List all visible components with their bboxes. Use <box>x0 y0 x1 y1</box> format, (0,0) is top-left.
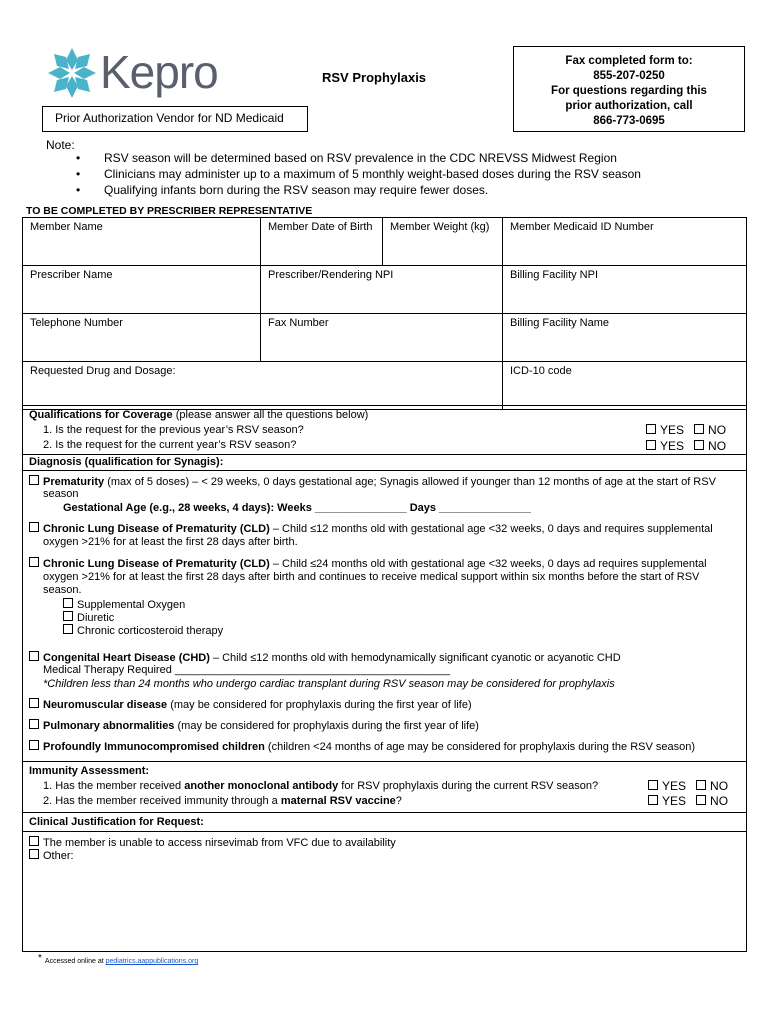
member-id-field[interactable]: Member Medicaid ID Number <box>510 221 654 233</box>
text-bold: maternal RSV vaccine <box>280 795 396 807</box>
medical-therapy-field[interactable]: Medical Therapy Required _____________________________________________ <box>43 664 451 676</box>
immunity-q1-yes-checkbox[interactable] <box>648 780 658 790</box>
icd10-field[interactable]: ICD-10 code <box>510 365 572 377</box>
gestational-age-field[interactable]: Gestational Age (e.g., 28 weeks, 4 days): Weeks _______________ Days _______________ <box>63 502 531 514</box>
grid-row <box>23 314 746 362</box>
text: for RSV prophylaxis during the current RSV season? <box>338 780 599 792</box>
no-label: NO <box>710 779 729 793</box>
prematurity-text: (max of 5 doses) – < 29 weeks, 0 days gestational age; Synagis allowed if younger than 12 months of age at the start of RSV <box>107 476 716 488</box>
chd-option <box>29 651 621 665</box>
vfc-checkbox[interactable] <box>29 836 39 846</box>
prescriber-name-field[interactable]: Prescriber Name <box>23 266 261 313</box>
neuromuscular-title: Neuromuscular disease <box>43 699 168 711</box>
qualification-q2: 2. Is the request for the current year’s RSV season? <box>43 439 297 451</box>
immunity-q1 <box>43 780 598 793</box>
billing-name-field[interactable]: Billing Facility Name <box>510 317 610 329</box>
qualifications-heading <box>29 409 368 422</box>
immunocompromised-title: Profoundly Immunocompromised children <box>43 741 265 753</box>
diuretic-checkbox[interactable] <box>63 611 73 621</box>
pulmonary-text: (may be considered for prophylaxis during the first year of life) <box>177 720 479 732</box>
chd-title: Congenital Heart Disease (CHD) <box>43 652 210 664</box>
q2-no-checkbox[interactable] <box>694 440 704 450</box>
kepro-logo <box>48 44 228 100</box>
telephone-field[interactable]: Telephone Number <box>23 314 261 361</box>
chd-checkbox[interactable] <box>29 651 39 661</box>
cld-24-text: – Child ≤24 months old with gestational age <32 weeks, 0 days ad requires supplemental <box>272 558 707 570</box>
text: 1. Has the member received <box>43 780 185 792</box>
other-checkbox[interactable] <box>29 849 39 859</box>
no-label: NO <box>708 423 727 437</box>
note-list <box>76 150 641 198</box>
q2-yes-checkbox[interactable] <box>646 440 656 450</box>
cld-24-text-3: season. <box>43 584 82 596</box>
immunocompromised-checkbox[interactable] <box>29 740 39 750</box>
prematurity-option <box>29 475 716 489</box>
drug-dosage-field[interactable]: Requested Drug and Dosage: <box>23 362 503 409</box>
prescriber-grid <box>22 217 747 410</box>
supplemental-oxygen-checkbox[interactable] <box>63 598 73 608</box>
text: 2. Has the member received immunity through a <box>43 795 281 807</box>
diagnosis-title: Diagnosis (qualification for Synagis): <box>29 456 224 468</box>
yes-label: YES <box>660 423 685 437</box>
fax-field[interactable]: Fax Number <box>261 314 503 361</box>
cld-24-title: Chronic Lung Disease of Prematurity (CLD) <box>43 558 270 570</box>
immunocompromised-option <box>29 740 695 754</box>
supplemental-oxygen-option <box>63 598 185 612</box>
cld-24-text-2: oxygen >21% for at least the first 28 days after birth and continues to receive medical support within six months before the start of RSV <box>43 571 700 583</box>
immunity-q2 <box>43 795 402 808</box>
immunity-title: Immunity Assessment: <box>29 765 150 777</box>
fax-line-3: For questions regarding this <box>551 85 707 97</box>
criteria-box <box>22 405 747 952</box>
note-item: • Clinicians may administer up to a maximum of 5 monthly weight-based doses during the RSV season <box>76 166 641 182</box>
prematurity-text-2: season <box>43 488 79 500</box>
immunity-q2-no-checkbox[interactable] <box>696 795 706 805</box>
fax-line-4: prior authorization, call <box>565 100 693 112</box>
divider <box>23 470 746 471</box>
option-label: Chronic corticosteroid therapy <box>77 625 224 637</box>
immunity-q1-answers <box>648 779 728 793</box>
logo-wordmark: Kepro <box>100 46 218 98</box>
no-label: NO <box>710 794 729 808</box>
billing-npi-field[interactable]: Billing Facility NPI <box>510 269 599 281</box>
yes-label: YES <box>660 439 685 453</box>
vendor-box: Prior Authorization Vendor for ND Medicaid <box>42 106 308 132</box>
grid-row <box>23 362 746 409</box>
option-label: Other: <box>43 850 74 862</box>
yes-label: YES <box>662 794 687 808</box>
divider <box>23 761 746 762</box>
other-option <box>29 849 74 863</box>
no-label: NO <box>708 439 727 453</box>
corticosteroid-checkbox[interactable] <box>63 624 73 634</box>
cld-24-option <box>29 557 707 571</box>
chd-text: – Child ≤12 months old with hemodynamically significant cyanotic or acyanotic CHD <box>212 652 621 664</box>
qualification-q1: 1. Is the request for the previous year’s RSV season? <box>43 424 304 436</box>
prescriber-npi-field[interactable]: Prescriber/Rendering NPI <box>261 266 503 313</box>
text: ? <box>395 795 402 807</box>
note-item: • Qualifying infants born during the RSV season may require fewer doses. <box>76 182 641 198</box>
prematurity-checkbox[interactable] <box>29 475 39 485</box>
immunity-q2-answers <box>648 794 728 808</box>
fax-number: 855-207-0250 <box>593 70 665 82</box>
text-bold: another monoclonal antibody <box>184 780 339 792</box>
grid-row <box>23 266 746 314</box>
note-label: Note: <box>46 138 75 152</box>
footnote-star: * <box>38 953 42 964</box>
option-label: Diuretic <box>77 612 115 624</box>
qualifications-subtitle: (please answer all the questions below) <box>175 409 369 421</box>
corticosteroid-option <box>63 624 223 638</box>
phone-number: 866-773-0695 <box>593 115 665 127</box>
pulmonary-option <box>29 719 479 733</box>
fax-info-box <box>513 46 745 132</box>
grid-row <box>23 218 746 266</box>
cld-12-checkbox[interactable] <box>29 522 39 532</box>
immunocompromised-text: (children <24 months of age may be considered for prophylaxis during the RSV season) <box>267 741 696 753</box>
footer-note <box>38 953 198 965</box>
kepro-logo-icon <box>48 48 96 98</box>
immunity-q2-yes-checkbox[interactable] <box>648 795 658 805</box>
fax-line-1: Fax completed form to: <box>565 55 693 67</box>
divider <box>23 812 746 813</box>
cld-12-text-2: oxygen >21% for at least the first 28 days after birth. <box>43 536 298 548</box>
chd-note: *Children less than 24 months who undergo cardiac transplant during RSV season may be considered for prophylaxis <box>43 678 615 690</box>
member-weight-field[interactable]: Member Weight (kg) <box>383 218 503 265</box>
q1-answers <box>646 423 726 437</box>
justification-title: Clinical Justification for Request: <box>29 816 204 828</box>
cld-12-option <box>29 522 713 536</box>
q2-answers <box>646 439 726 453</box>
cld-12-title: Chronic Lung Disease of Prematurity (CLD) <box>43 523 270 535</box>
qualifications-title: Qualifications for Coverage <box>29 409 173 421</box>
divider <box>23 454 746 455</box>
divider <box>23 831 746 832</box>
immunity-q1-no-checkbox[interactable] <box>696 780 706 790</box>
pulmonary-title: Pulmonary abnormalities <box>43 720 175 732</box>
q1-no-checkbox[interactable] <box>694 424 704 434</box>
diuretic-option <box>63 611 114 625</box>
member-dob-field[interactable]: Member Date of Birth <box>261 218 383 265</box>
cld-12-text: – Child ≤12 months old with gestational age <32 weeks, 0 days and requires supplemental <box>272 523 713 535</box>
prematurity-title: Prematurity <box>43 476 105 488</box>
neuromuscular-checkbox[interactable] <box>29 698 39 708</box>
yes-label: YES <box>662 779 687 793</box>
neuromuscular-text: (may be considered for prophylaxis during the first year of life) <box>170 699 472 711</box>
option-label: Supplemental Oxygen <box>77 599 186 611</box>
pulmonary-checkbox[interactable] <box>29 719 39 729</box>
vfc-option <box>29 836 396 850</box>
form-title: RSV Prophylaxis <box>322 70 427 85</box>
footer-link[interactable]: pediatrics.aappublications.org <box>105 958 199 965</box>
prescriber-section-title: TO BE COMPLETED BY PRESCRIBER REPRESENTATIVE <box>26 205 313 217</box>
neuromuscular-option <box>29 698 472 712</box>
q1-yes-checkbox[interactable] <box>646 424 656 434</box>
member-name-field[interactable]: Member Name <box>23 218 261 265</box>
cld-24-checkbox[interactable] <box>29 557 39 567</box>
note-item: • RSV season will be determined based on RSV prevalence in the CDC NREVSS Midwest Region <box>76 150 641 166</box>
footer-text: Accessed online at <box>44 958 106 965</box>
option-label: The member is unable to access nirsevimab from VFC due to availability <box>43 837 396 849</box>
